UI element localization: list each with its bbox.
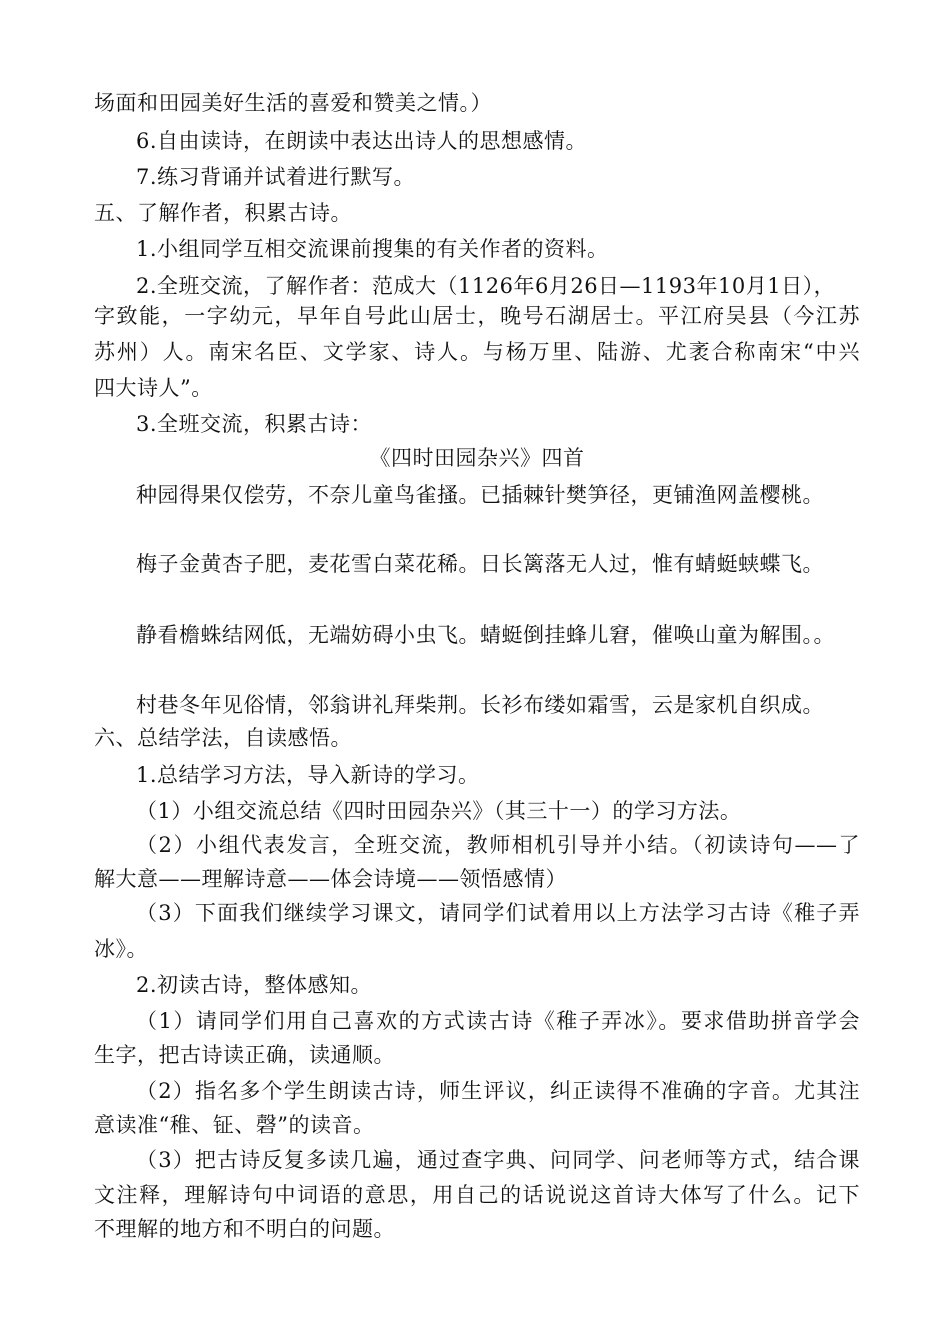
text-line: （3）把古诗反复多读几遍，通过查字典、问同学、问老师等方式，结合课 bbox=[136, 1148, 860, 1172]
text-line: 2.全班交流，了解作者：范成大（1126年6月26日—1193年10月1日）， bbox=[136, 274, 836, 298]
text-line: 场面和田园美好生活的喜爱和赞美之情。） bbox=[94, 91, 492, 115]
text-line: 苏州）人。南宋名臣、文学家、诗人。与杨万里、陆游、尤袤合称南宋“中兴 bbox=[94, 340, 860, 364]
text-line: 字致能，一字幼元，早年自号此山居士，晚号石湖居士。平江府吴县（今江苏 bbox=[94, 304, 860, 328]
section-heading: 五、了解作者，积累古诗。 bbox=[94, 201, 352, 225]
section-heading: 六、总结学法，自读感悟。 bbox=[94, 726, 352, 750]
text-line: 1.小组同学互相交流课前搜集的有关作者的资料。 bbox=[136, 237, 609, 261]
text-line: （1）小组交流总结《四时田园杂兴》（其三十一）的学习方法。 bbox=[136, 799, 742, 823]
poem-line: 静看檐蛛结网低，无端妨碍小虫飞。蜻蜓倒挂蜂儿窘，催唤山童为解围。。 bbox=[136, 623, 835, 647]
text-line: 不理解的地方和不明白的问题。 bbox=[94, 1217, 395, 1241]
text-line: （2）指名多个学生朗读古诗，师生评议，纠正读得不准确的字音。尤其注 bbox=[136, 1079, 860, 1103]
poem-line: 种园得果仅偿劳，不奈儿童鸟雀搔。已插棘针樊笋径，更铺渔网盖樱桃。 bbox=[136, 483, 824, 507]
text-line: 7.练习背诵并试着进行默写。 bbox=[136, 165, 416, 189]
text-line: （1）请同学们用自己喜欢的方式读古诗《稚子弄冰》。要求借助拼音学会 bbox=[136, 1009, 860, 1033]
text-line: （2）小组代表发言，全班交流，教师相机引导并小结。（初读诗句——了 bbox=[136, 833, 860, 857]
text-line: 1.总结学习方法，导入新诗的学习。 bbox=[136, 763, 480, 787]
text-line: 冰》。 bbox=[94, 937, 148, 961]
poem-line: 梅子金黄杏子肥，麦花雪白菜花稀。日长篱落无人过，惟有蜻蜓蛱蝶飞。 bbox=[136, 552, 824, 576]
text-line: 意读准“稚、钲、磬”的读音。 bbox=[94, 1113, 375, 1137]
poem-title: 《四时田园杂兴》四首 bbox=[369, 446, 585, 470]
text-line: （3）下面我们继续学习课文，请同学们试着用以上方法学习古诗《稚子弄 bbox=[136, 901, 860, 925]
text-line: 解大意——理解诗意——体会诗境——领悟感情） bbox=[94, 867, 567, 891]
text-line: 文注释，理解诗句中词语的意思，用自己的话说说这首诗大体写了什么。记下 bbox=[94, 1183, 860, 1207]
poem-line: 村巷冬年见俗情，邻翁讲礼拜柴荆。长衫布缕如霜雪，云是家机自织成。 bbox=[136, 693, 824, 717]
text-line: 生字，把古诗读正确，读通顺。 bbox=[94, 1043, 395, 1067]
text-line: 6.自由读诗，在朗读中表达出诗人的思想感情。 bbox=[136, 129, 588, 153]
text-line: 3.全班交流，积累古诗： bbox=[136, 412, 373, 436]
text-line: 2.初读古诗，整体感知。 bbox=[136, 973, 373, 997]
text-line: 四大诗人”。 bbox=[94, 376, 213, 400]
